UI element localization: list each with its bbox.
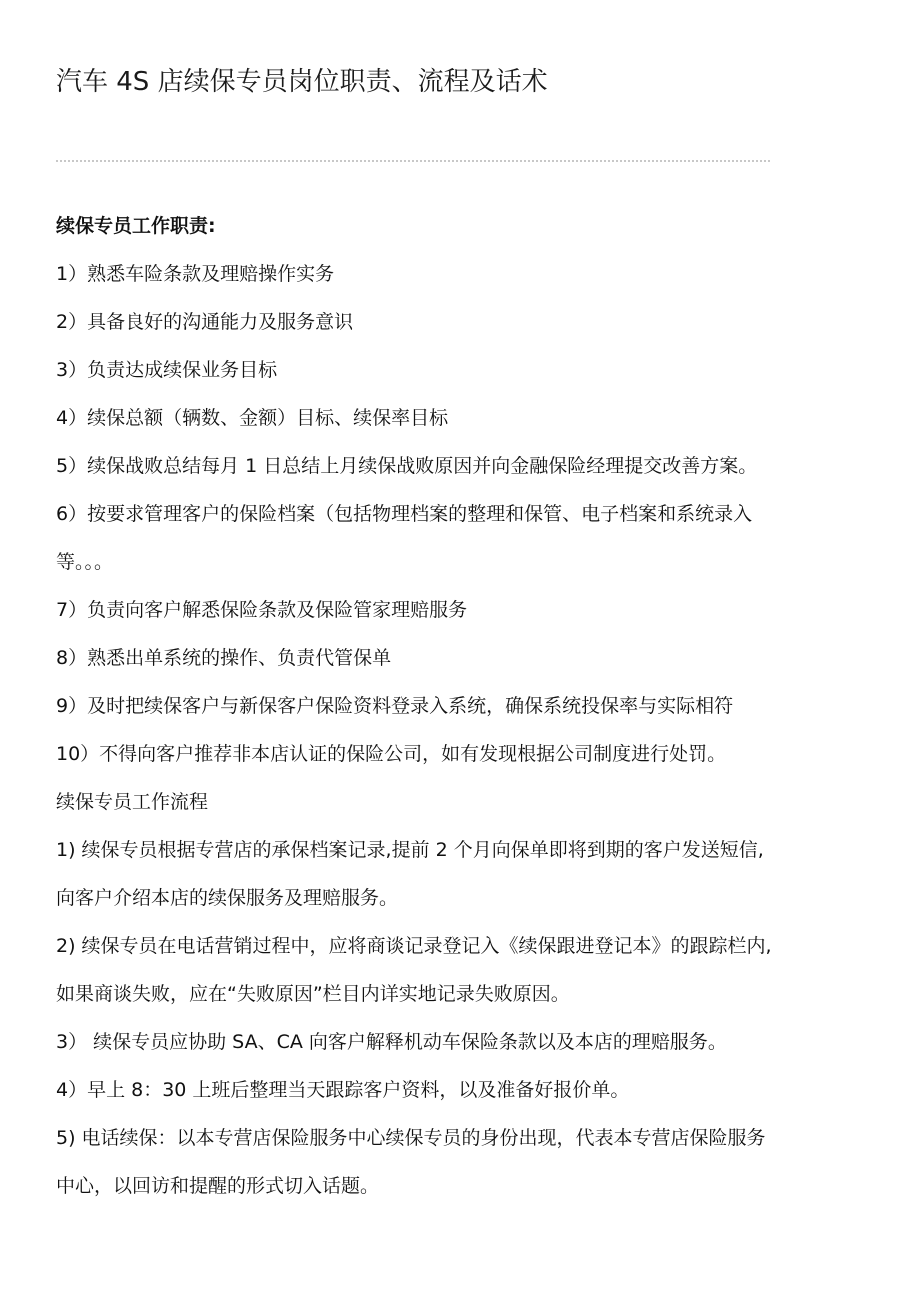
document-body <box>56 202 868 1210</box>
process-heading: 续保专员工作流程 <box>56 791 209 813</box>
duty-item-4: 4）续保总额（辆数、金额）目标、续保率目标 <box>56 407 449 429</box>
duty-item-8: 8）熟悉出单系统的操作、负责代管保单 <box>56 647 392 669</box>
process-item-5-continued: 中心，以回访和提醒的形式切入话题。 <box>56 1175 380 1197</box>
process-item-1-continued: 向客户介绍本店的续保服务及理赔服务。 <box>56 887 399 909</box>
duty-item-5: 5）续保战败总结每月 1 日总结上月续保战败原因并向金融保险经理提交改善方案。 <box>56 455 758 477</box>
process-item-2-continued: 如果商谈失败，应在“失败原因”栏目内详实地记录失败原因。 <box>56 983 570 1005</box>
duty-item-6: 6）按要求管理客户的保险档案（包括物理档案的整理和保管、电子档案和系统录入 <box>56 503 753 525</box>
duty-item-3: 3）负责达成续保业务目标 <box>56 359 278 381</box>
duty-item-9: 9）及时把续保客户与新保客户保险资料登录入系统，确保系统投保率与实际相符 <box>56 695 734 717</box>
process-item-4: 4）早上 8：30 上班后整理当天跟踪客户资料，以及准备好报价单。 <box>56 1079 630 1101</box>
document-title: 汽车 4S 店续保专员岗位职责、流程及话术 <box>56 67 548 97</box>
process-item-2: 2) 续保专员在电话营销过程中，应将商谈记录登记入《续保跟进登记本》的跟踪栏内, <box>56 935 772 957</box>
duties-heading: 续保专员工作职责: <box>56 215 216 237</box>
process-item-1: 1) 续保专员根据专营店的承保档案记录,提前 2 个月向保单即将到期的客户发送短信, <box>56 839 764 861</box>
duty-item-7: 7）负责向客户解悉保险条款及保险管家理赔服务 <box>56 599 468 621</box>
duty-item-1: 1）熟悉车险条款及理赔操作实务 <box>56 263 335 285</box>
title-divider <box>56 160 770 162</box>
process-item-3: 3） 续保专员应协助 SA、CA 向客户解释机动车保险条款以及本店的理赔服务。 <box>56 1031 727 1053</box>
process-item-5: 5) 电话续保：以本专营店保险服务中心续保专员的身份出现，代表本专营店保险服务 <box>56 1127 766 1149</box>
duty-item-10: 10）不得向客户推荐非本店认证的保险公司，如有发现根据公司制度进行处罚。 <box>56 743 727 765</box>
duty-item-6-continued: 等。。。 <box>56 551 114 573</box>
duty-item-2: 2）具备良好的沟通能力及服务意识 <box>56 311 354 333</box>
